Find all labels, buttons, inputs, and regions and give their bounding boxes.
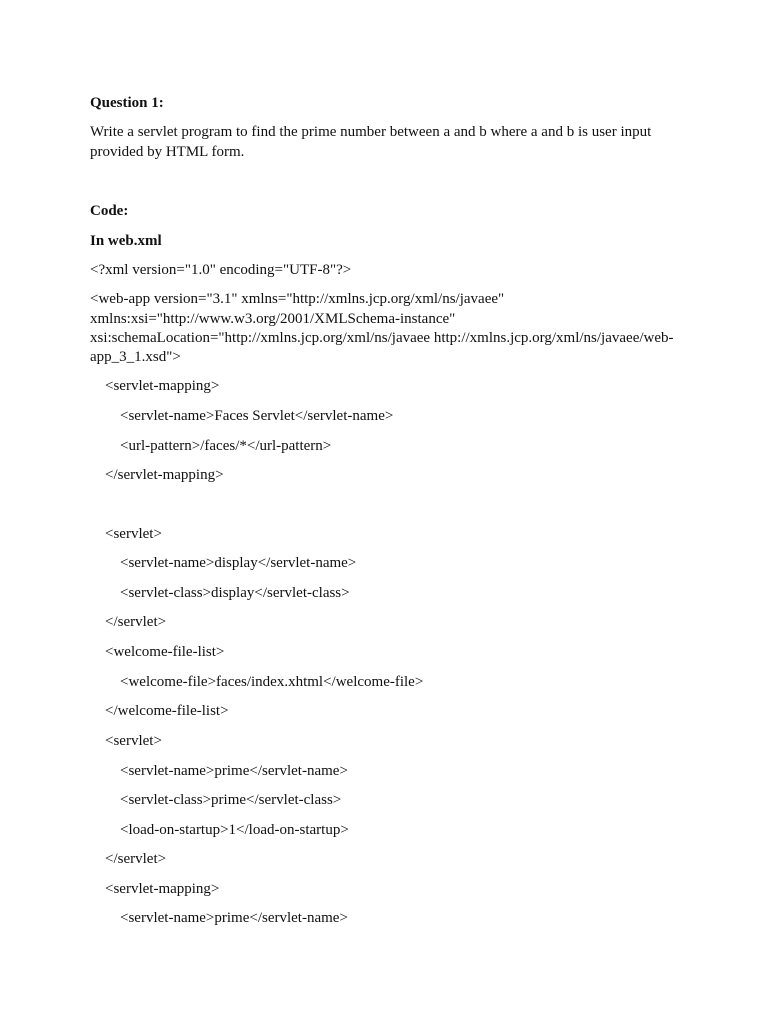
xml-declaration: <?xml version="1.0" encoding="UTF-8"?> bbox=[90, 262, 352, 278]
webapp-line-4: app_3_1.xsd"> bbox=[90, 349, 181, 365]
webapp-line-1: <web-app version="3.1" xmlns="http://xmlns.jcp.org/xml/ns/javaee" bbox=[90, 291, 505, 307]
code-line: <url-pattern>/faces/*</url-pattern> bbox=[120, 438, 332, 454]
code-line: <servlet-name>Faces Servlet</servlet-name> bbox=[120, 408, 394, 424]
code-line: <servlet-mapping> bbox=[105, 881, 220, 897]
code-line: <servlet-name>display</servlet-name> bbox=[120, 555, 357, 571]
code-line: </servlet> bbox=[105, 614, 167, 630]
code-line: <welcome-file>faces/index.xhtml</welcome-file> bbox=[120, 674, 424, 690]
webapp-line-2: xmlns:xsi="http://www.w3.org/2001/XMLSchema-instance" bbox=[90, 311, 456, 327]
question-heading: Question 1: bbox=[90, 95, 164, 111]
code-line: <load-on-startup>1</load-on-startup> bbox=[120, 822, 349, 838]
question-text-line-2: provided by HTML form. bbox=[90, 144, 245, 160]
code-line: <servlet-class>display</servlet-class> bbox=[120, 585, 350, 601]
code-line: </servlet-mapping> bbox=[105, 467, 224, 483]
code-line: <servlet-mapping> bbox=[105, 378, 220, 394]
file-heading: In web.xml bbox=[90, 233, 162, 249]
code-line: <welcome-file-list> bbox=[105, 644, 225, 660]
code-heading: Code: bbox=[90, 203, 129, 219]
webapp-line-3: xsi:schemaLocation="http://xmlns.jcp.org/xml/ns/javaee http://xmlns.jcp.org/xml/ns/javaee/web- bbox=[90, 330, 674, 346]
code-line: <servlet> bbox=[105, 526, 162, 542]
code-line: <servlet-class>prime</servlet-class> bbox=[120, 792, 342, 808]
code-line: <servlet-name>prime</servlet-name> bbox=[120, 910, 348, 926]
code-line: <servlet-name>prime</servlet-name> bbox=[120, 763, 348, 779]
code-line: </welcome-file-list> bbox=[105, 703, 229, 719]
code-line: </servlet> bbox=[105, 851, 167, 867]
code-line: <servlet> bbox=[105, 733, 162, 749]
question-text-line-1: Write a servlet program to find the prime number between a and b where a and b is user input bbox=[90, 124, 652, 140]
